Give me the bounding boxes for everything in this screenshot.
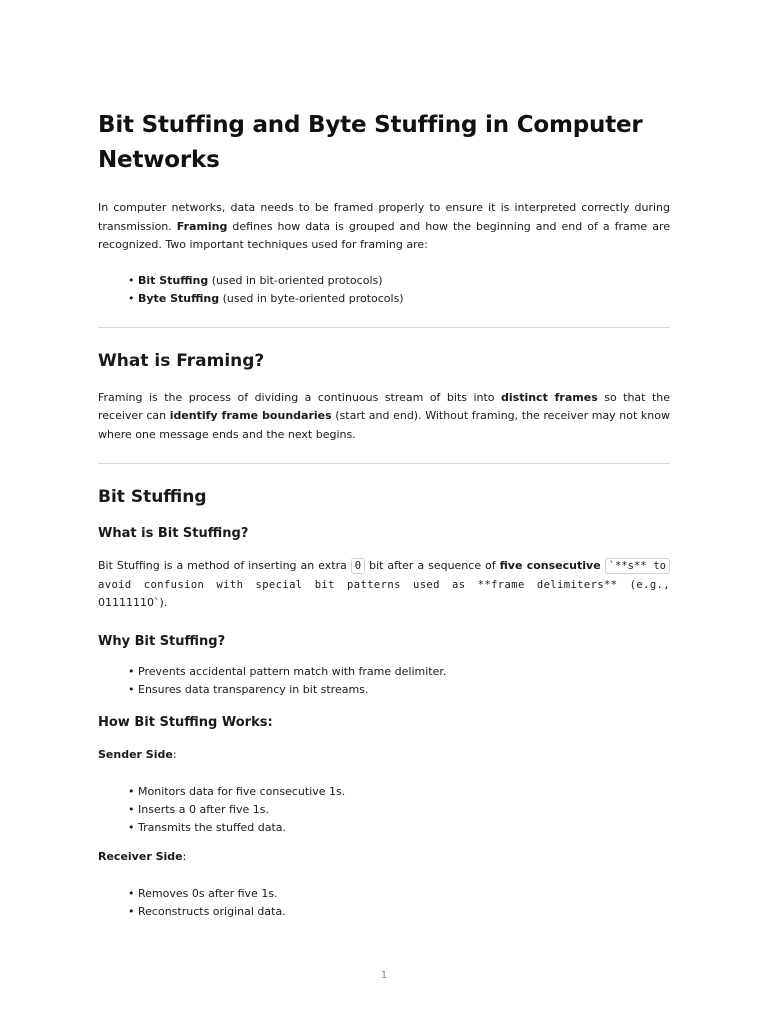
- framing-bold-2: identify frame boundaries: [169, 409, 332, 422]
- framing-text-1: Framing is the process of dividing a continuous stream of bits into: [98, 390, 501, 404]
- list-item: [128, 272, 670, 290]
- definition-mono-text: avoid confusion with special bit patterns used as **frame delimiters** (e.g.,: [98, 578, 670, 591]
- sender-list: [98, 783, 670, 837]
- list-item: • Prevents accidental pattern match with frame delimiter.: [128, 663, 670, 681]
- inline-code: 0: [351, 558, 365, 574]
- list-item: • Reconstructs original data.: [128, 903, 670, 921]
- intro-paragraph: [98, 199, 670, 255]
- inline-code: `**s** to: [605, 558, 670, 574]
- bit-stuffing-definition: [98, 557, 670, 613]
- framing-text-3: (start and end). Without framing, the receiver may not know where one message ends and the next begins.: [98, 409, 670, 441]
- why-list: [98, 663, 670, 699]
- framing-bold-1: distinct frames: [501, 390, 598, 404]
- intro-text-1: In computer networks, data needs to be framed properly to ensure it is interpreted correctly during transmission.: [98, 201, 670, 233]
- sender-side-label: Sender Side:: [98, 747, 177, 761]
- why-bit-stuffing-heading: Why Bit Stuffing?: [98, 633, 226, 649]
- list-item: • Removes 0s after five 1s.: [128, 885, 670, 903]
- bit-stuffing-heading: Bit Stuffing: [98, 487, 207, 507]
- receiver-side-label: Receiver Side:: [98, 849, 187, 863]
- intro-text-2: defines how data is grouped and how the beginning and end of a frame are recognized. Two important techniques used for framing are:: [98, 219, 670, 251]
- list-item: • Transmits the stuffed data.: [128, 819, 670, 837]
- section-divider: [98, 327, 670, 328]
- list-item: • Inserts a 0 after five 1s.: [128, 801, 670, 819]
- framing-heading: What is Framing?: [98, 350, 265, 371]
- how-bit-stuffing-works-heading: How Bit Stuffing Works:: [98, 714, 273, 730]
- definition-bold: five consecutive: [499, 559, 601, 572]
- framing-paragraph: [98, 389, 670, 445]
- list-item: • Monitors data for five consecutive 1s.: [128, 783, 670, 801]
- page-title: Bit Stuffing and Byte Stuffing in Computer Networks: [98, 112, 643, 173]
- page-number: 1: [380, 970, 388, 981]
- receiver-list: [98, 885, 670, 921]
- what-is-bit-stuffing-heading: What is Bit Stuffing?: [98, 526, 249, 541]
- techniques-list: [98, 272, 670, 308]
- technique-note: (used in bit-oriented protocols): [208, 273, 383, 287]
- intro-bold-framing: Framing: [176, 219, 228, 233]
- technique-name: Bit Stuffing: [138, 273, 209, 287]
- section-divider: [98, 463, 670, 464]
- definition-text-2: bit after a sequence of: [365, 559, 500, 572]
- receiver-side-bold: Receiver Side: [98, 849, 183, 863]
- list-item: • Ensures data transparency in bit streams.: [128, 681, 670, 699]
- definition-text-1: Bit Stuffing is a method of inserting an extra: [98, 559, 351, 572]
- sender-side-bold: Sender Side: [98, 747, 173, 761]
- technique-note: (used in byte-oriented protocols): [219, 291, 404, 305]
- page-content: [98, 108, 670, 921]
- technique-name: Byte Stuffing: [138, 291, 220, 305]
- list-item: [128, 290, 670, 308]
- definition-text-3: 01111110`).: [98, 596, 168, 609]
- framing-text-2: so that the receiver can: [98, 390, 671, 422]
